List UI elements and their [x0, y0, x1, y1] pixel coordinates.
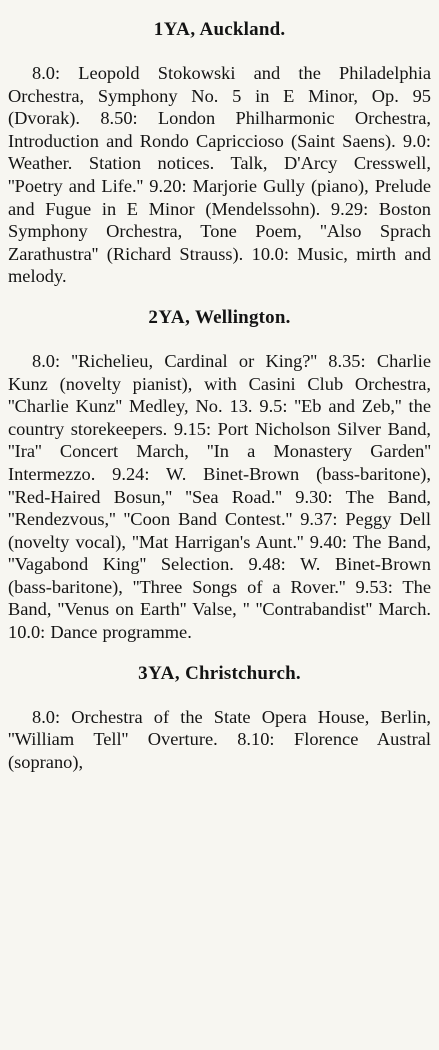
station-heading-3ya	[8, 662, 431, 686]
station-heading-2ya	[8, 306, 431, 330]
station-call-sign: 2YA,	[148, 306, 191, 328]
station-city: Wellington.	[194, 306, 291, 328]
station-city: Christchurch.	[185, 662, 301, 684]
program-listing-2ya: 8.0: ''Richelieu, Cardinal or King?'' 8.35: Charlie Kunz (novelty pianist), with Casini Club Orchestra, ''Charlie Kunz'' Medley, No. 13. 9.5: ''Eb and Zeb,'' the country storekeepers. 9.15: Port Nicholson Silver Band, ''Ira'' Concert March, ''In a Monastery Garden'' Intermezzo. 9.24: W. Binet-Brown (bass-baritone), ''Red-Haired Bosun,'' ''Sea Road.'' 9.30: The Band, ''Rendezvous,'' ''Coon Band Contest.'' 9.37: Peggy Dell (novelty vocal), ''Mat Harrigan's Aunt.'' 9.40: The Band, ''Vagabond King'' Selection. 9.48: W. Binet-Brown (bass-baritone), ''Three Songs of a Rover.'' 9.53: The Band, ''Venus on Earth'' Valse, '' ''Contrabandist'' March. 10.0: Dance programme.	[8, 350, 431, 643]
program-listing-1ya: 8.0: Leopold Stokowski and the Philadelphia Orchestra, Symphony No. 5 in E Minor, Op. 95 (Dvorak). 8.50: London Philharmonic Orchestra, Introduction and Rondo Capriccioso (Saint Saens). 9.0: Weather. Station notices. Talk, D'Arcy Cresswell, ''Poetry and Life.'' 9.20: Marjorie Gully (piano), Prelude and Fugue in E Minor (Mendelssohn). 9.29: Boston Symphony Orchestra, Tone Poem, ''Also Sprach Zarathustra'' (Richard Strauss). 10.0: Music, mirth and melody.	[8, 63, 431, 287]
station-heading-1ya	[8, 18, 431, 42]
station-call-sign: 1YA,	[153, 19, 196, 40]
program-listing-3ya: 8.0: Orchestra of the State Opera House, Berlin, ''William Tell'' Overture. 8.10: Florence Austral (soprano),	[8, 706, 431, 772]
station-city: Auckland.	[199, 19, 286, 40]
station-call-sign: 3YA,	[138, 662, 181, 684]
